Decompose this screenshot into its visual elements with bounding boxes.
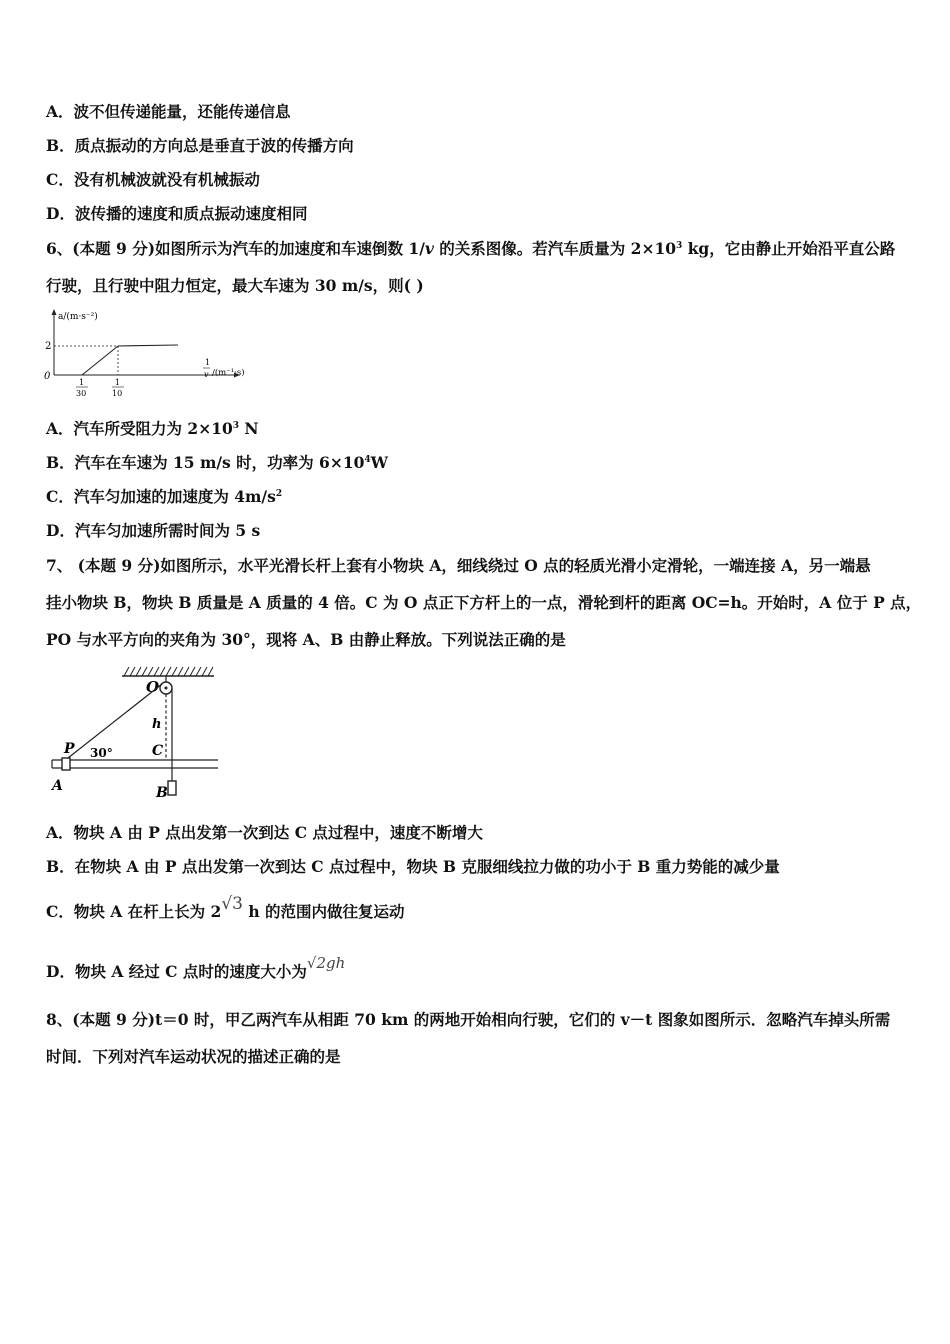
label-a: A bbox=[52, 778, 63, 794]
q7-stem-line3: PO 与水平方向的夹角为 30°，现将 A、B 由静止释放。下列说法正确的是 bbox=[46, 630, 566, 649]
label-angle: 30° bbox=[90, 746, 113, 760]
sqrt-3: √3 bbox=[221, 894, 243, 914]
q6-stem-line2: 行驶，且行驶中阻力恒定，最大车速为 30 m/s，则( ) bbox=[46, 276, 424, 295]
x-tick2-den: 10 bbox=[112, 389, 123, 398]
q7-pulley-figure bbox=[46, 662, 226, 802]
y-axis-arrow bbox=[52, 309, 57, 315]
q6-option-a: A．汽车所受阻力为 $2\times 10^3$ N bbox=[46, 419, 259, 438]
q5-option-a: A．波不但传递能量，还能传递信息 bbox=[46, 102, 291, 121]
sqrt-2gh: √2gh bbox=[306, 954, 346, 972]
label-o: O bbox=[146, 678, 160, 696]
label-c: C bbox=[152, 743, 164, 759]
q6-option-c: C．汽车匀加速的加速度为 $4m/s^2$ bbox=[46, 487, 283, 506]
label-p: P bbox=[64, 741, 75, 757]
x-tick1-num: 1 bbox=[79, 378, 85, 387]
q7-stem-line2: 挂小物块 B，物块 B 质量是 A 质量的 4 倍。C 为 O 点正下方杆上的一点，滑轮到杆的距离 OC=h。开始时，A 位于 P 点， bbox=[46, 593, 922, 612]
ceiling-hatch bbox=[124, 667, 213, 676]
string-po bbox=[68, 684, 162, 758]
q5-option-d: D．波传播的速度和质点振动速度相同 bbox=[46, 204, 308, 223]
x-tick2-num: 1 bbox=[115, 378, 121, 387]
q7-option-c: C．物块 A 在杆上长为 2√3 h 的范围内做往复运动 bbox=[46, 894, 405, 921]
block-b bbox=[168, 781, 176, 795]
rising-segment bbox=[82, 346, 118, 375]
y-axis-label: a/(m·s⁻²) bbox=[58, 312, 98, 322]
q7-option-a: A．物块 A 由 P 点出发第一次到达 C 点过程中，速度不断增大 bbox=[46, 823, 483, 842]
pulley-axle bbox=[165, 687, 168, 690]
block-a bbox=[62, 758, 70, 770]
q6-option-b: B．汽车在车速为 15 m/s 时，功率为 $6\times 10^4W$ bbox=[46, 453, 389, 472]
label-b: B bbox=[156, 785, 168, 801]
q7-stem-line1: 7、 (本题 9 分)如图所示，水平光滑长杆上套有小物块 A，细线绕过 O 点的轻质光滑小定滑轮，一端连接 A，另一端悬 bbox=[46, 556, 871, 575]
q5-option-c: C．没有机械波就没有机械振动 bbox=[46, 170, 260, 189]
q8-stem-line2: 时间．下列对汽车运动状况的描述正确的是 bbox=[46, 1047, 341, 1066]
q6-stem-line1: 6、(本题 9 分)如图所示为汽车的加速度和车速倒数 1/v 的关系图像。若汽车质量为 $2\times 10^3$ kg，它由静止开始沿平直公路 bbox=[46, 239, 896, 258]
constant-segment bbox=[118, 345, 178, 346]
q5-option-b: B．质点振动的方向总是垂直于波的传播方向 bbox=[46, 136, 354, 155]
q7-option-b: B．在物块 A 由 P 点出发第一次到达 C 点过程中，物块 B 克服细线拉力做的功小于 B 重力势能的减少量 bbox=[46, 857, 780, 876]
q6-acceleration-graph bbox=[40, 305, 260, 400]
x-label-num: 1 bbox=[205, 358, 211, 367]
x-tick1-den: 30 bbox=[76, 389, 87, 398]
q7-option-d: D．物块 A 经过 C 点时的速度大小为√2gh bbox=[46, 954, 346, 981]
label-h: h bbox=[152, 717, 162, 732]
q8-stem-line1: 8、(本题 9 分)t＝0 时，甲乙两汽车从相距 70 km 的两地开始相向行驶，它们的 v－t 图象如图所示．忽略汽车掉头所需 bbox=[46, 1010, 891, 1029]
origin-label: 0 bbox=[44, 371, 51, 382]
x-label-unit: /(m⁻¹·s) bbox=[212, 368, 245, 378]
x-label-den: v bbox=[204, 370, 209, 379]
y-tick-2: 2 bbox=[45, 341, 52, 352]
q6-option-d: D．汽车匀加速所需时间为 5 s bbox=[46, 521, 261, 540]
